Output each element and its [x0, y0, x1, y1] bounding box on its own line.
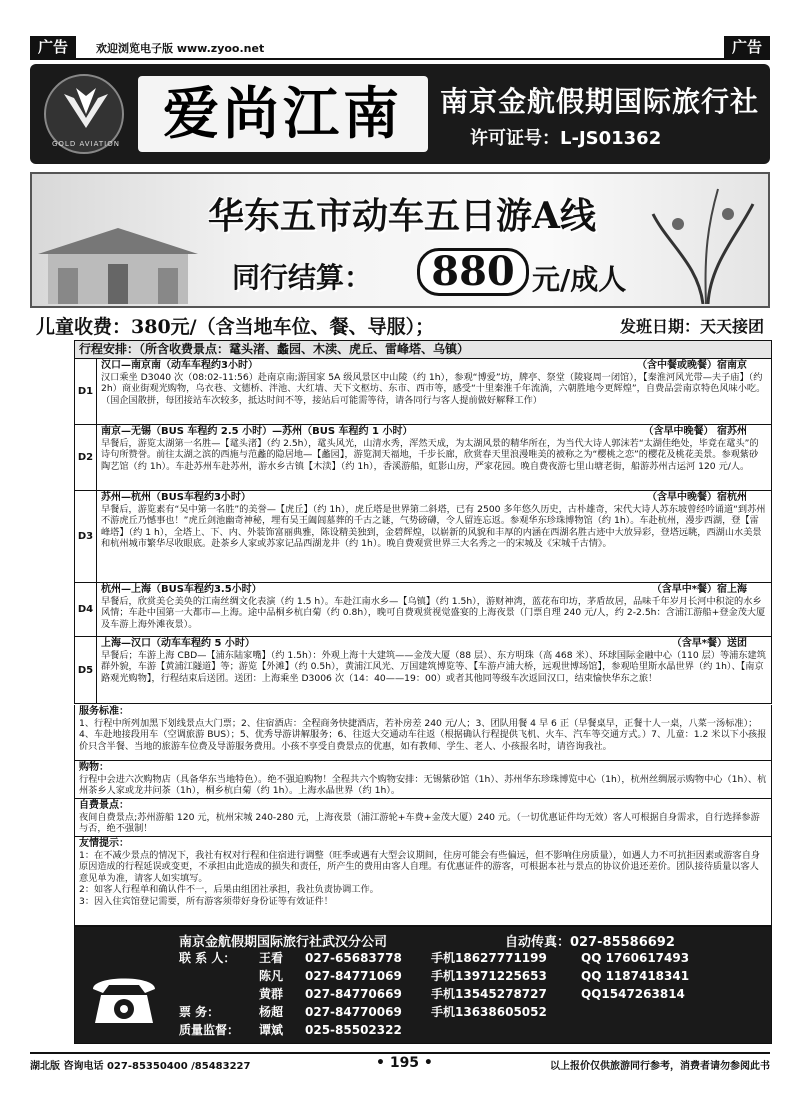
optional-header: 自费景点：: [79, 800, 129, 811]
tips-header: 友情提示：: [79, 838, 129, 849]
contact-mobile: 手机13545278727: [431, 987, 547, 1001]
contact-mobile: 手机13971225653: [431, 969, 547, 983]
day-meal: （含早中晚餐）宿杭州: [647, 492, 747, 503]
child-fee: 儿童收费：380元/（含当地车位、餐、导服）；: [36, 316, 435, 338]
contact-table: [179, 949, 769, 1039]
contact-phone: 025-85502322: [305, 1023, 402, 1037]
itinerary-header: 行程安排：（所含收费景点：鼋头渚、蠡园、木渎、虎丘、雷峰塔、乌镇）: [75, 341, 771, 359]
top-bar: [30, 36, 770, 60]
company-logo: [44, 74, 124, 154]
day-row: [75, 359, 771, 425]
tip-item: 3：因入住宾馆登记需要，所有游客须带好身份证等有效证件！: [79, 895, 333, 907]
wings-icon: [56, 84, 116, 130]
service-standards: [74, 705, 772, 761]
departure-date: 发班日期：天天接团: [619, 317, 764, 336]
day-body: [97, 637, 771, 703]
auto-fax: 自动传真：027-85586692: [505, 935, 675, 950]
day-label: D3: [75, 491, 97, 582]
orchid-illustration-icon: [648, 184, 758, 304]
day-title: 汉口—南京南（动车车程约3小时）: [101, 360, 258, 371]
day-label: D4: [75, 583, 97, 636]
price-value: 880: [417, 248, 529, 296]
day-label: D5: [75, 637, 97, 703]
optional-section: [74, 799, 772, 837]
contact-panel: [74, 926, 772, 1044]
contact-row: [179, 1021, 769, 1039]
shopping-body: 行程中会进六次购物店（具备华东当地特色）。绝不强迫购物！全程共六个购物安排：无锡紫砂馆（1h）、苏州华东珍珠博览中心（1h），杭州丝绸展示购物中心（1h）、杭州茶乡人家或龙井问茶（1h），桐乡杭白菊（约 1h）。上海水晶世界（约 1h）。: [79, 773, 767, 797]
day-title: 杭州—上海（BUS车程约3.5小时）: [101, 584, 262, 595]
contact-role: 质量监督：: [179, 1023, 240, 1037]
child-fee-row: [36, 312, 772, 338]
footer-disclaimer: 以上报价仅供旅游同行参考，消费者请勿参阅此书: [550, 1061, 770, 1072]
contact-row: [179, 949, 769, 967]
day-description: 早餐后，游览太湖第一名胜—【鼋头渚】（约 2.5h），鼋头风光，山清水秀，浑然天成，为太湖风景的精华所在，为当代大诗人郭沫若“太湖佳绝处，毕竟在鼋头”的诗句所赞誉。前往太湖之滨的西施与范蠡的隐居地—【蠡园】，游览洞天福地，千步长廊，欣赏春天里浪漫唯美的被称之为“樱桃之恋”的樱花及桃花美景。参观紫砂陶艺馆（约 1h）。车赴苏州车赴苏州，游水乡古镇【木渎】（约 1h），香溪游船，虹影山房，严家花园。晚自费夜游七里山塘老街，船游苏州古运河 120 元/人。: [101, 437, 759, 472]
day-meal: （含早中*餐）宿上海: [651, 584, 747, 595]
tips-section: [74, 837, 772, 926]
contact-role: 票 务：: [179, 1005, 220, 1019]
contact-mobile: [431, 1021, 581, 1039]
contact-qq: [581, 1003, 721, 1021]
contact-phone: 027-84770669: [305, 987, 402, 1001]
day-row: [75, 637, 771, 703]
service-header: 服务标准：: [79, 706, 129, 717]
contact-name: 陈凡: [259, 969, 284, 983]
day-description: 早餐后；车游上海 CBD—【浦东陆家嘴】（约 1.5h）：外观上海十大建筑——金茂大厦（88 层）、东方明珠（高 468 米）、环球国际金融中心（110 层）等浦东建筑群外貌，车游【黄浦江隧道】等；游览【外滩】（约 0.5h），黄浦江风光、万国建筑博览等、【车游卢浦大桥，远观世博场馆】，参观哈里斯水晶世界（约 1h）、【南京路观光购物】，行程结束后送团。送团：上海乘坐 D3006 次（14：40——19：00）或者其他同等级车次返回汉口，结束愉快华东之旅！: [101, 649, 766, 684]
contact-role: [179, 967, 259, 985]
service-body: 1、行程中所列加黑下划线景点大门票；2、住宿酒店：全程商务快捷酒店，若补房差 240 元/人；3、团队用餐 4 早 6 正（早餐桌早，正餐十人一桌，八菜一汤标准）；4、车赴地接段用车（空调旅游 BUS）；5、优秀导游讲解服务；6、往返大交通动车往返（根据确认行程提供飞机、火车、汽车等交通方式。）7、儿童：1.2 米以下小孩报价只含半餐、当地的旅游车位费及导游服务费用。小孩不享受自费景点的优惠，如有教师、学生、老人、小孩报名时，请咨询我社。: [79, 717, 767, 752]
optional-body: 夜间自费景点;苏州游船 120 元，杭州宋城 240-280 元，上海夜景（浦江游轮+车费+金茂大厦）240 元。（一切优惠证件均无效）客人可根据自身需求，自行选择参游与否，绝不强制！: [79, 811, 760, 835]
day-body: [97, 359, 771, 424]
contact-mobile: 手机18627771199: [431, 951, 547, 965]
welcome-text: 欢迎浏览电子版 www.zyoo.net: [96, 42, 265, 55]
day-row: [75, 491, 771, 583]
day-meal: （含早中晚餐） 宿苏州: [643, 426, 747, 437]
day-description: 汉口乘坐 D3040 次（08:02-11:56）赴南京南;游国家 5A 级风景区中山陵（约 1h），参观“博爱”坊，牌亭、祭堂（陵寝周一闭馆），【秦淮河风光带—夫子庙】（约 2h）商业街观光购物，乌衣巷、文德桥、泮池、大红墙、天下文枢坊、东市、西市等，感受“十里秦淮千年流淌，六朝胜地今更辉煌”，自费品尝南京特色风味小吃。（国企国散拼，每团接站车次较多，抵达时间不等，接站后可能需等待，请各同行与客人提前做好解释工作）: [101, 371, 766, 406]
day-title: 南京—无锡（BUS 车程约 2.5 小时）—苏州（BUS 车程约 1 小时）: [101, 426, 413, 437]
license-number: 许可证号：L-JS01362: [470, 128, 662, 149]
contact-mobile: 手机13638605052: [431, 1005, 547, 1019]
tip-item: 1：在不减少景点的情况下，我社有权对行程和住宿进行调整（旺季或遇有大型会议期间，住房可能会有些偏远，但不影响住房质量），如遇人力不可抗拒因素或游客自身原因造成的行程延误或变更，不承担由此造成的损失和责任，所产生的费用由客人自理。有优惠证件的游客，可根据本社与景点的协议价退还差价。团队接待质量以客人意见单为准，请客人如实填写。: [79, 849, 761, 884]
contact-role: 联 系 人：: [179, 951, 236, 965]
day-row: [75, 583, 771, 637]
page-footer: [30, 1052, 770, 1072]
contact-row: [179, 985, 769, 1003]
brand-name: 爱尚江南: [138, 76, 428, 152]
telephone-icon: [87, 967, 161, 1027]
page-number: • 195 •: [376, 1055, 433, 1071]
shopping-header: 购物：: [79, 762, 109, 773]
company-name: 南京金航假期国际旅行社: [440, 85, 760, 118]
promo-panel: [30, 172, 770, 308]
price-unit: 元/成人: [532, 263, 627, 296]
branch-company: 南京金航假期国际旅行社武汉分公司: [179, 935, 388, 950]
peer-settlement-label: 同行结算：: [232, 261, 373, 294]
day-description: 早餐后，游览素有“吴中第一名胜”的美誉—【虎丘】（约 1h），虎丘塔是世界第二斜塔，已有 2500 多年悠久历史，古朴雄奇，宋代大诗人苏东坡曾经吟诵道“到苏州不游虎丘乃憾事也！”虎丘剑池幽奇神秘，埋有吴王阖闾墓葬的千古之谜，气势磅礴，令人留连忘返。参观华东珍珠博物馆（约 1h）。车赴杭州，漫步西湖，登【雷峰塔】（约 1 h），全塔上、下、内、外装饰富丽典雅，陈设精美独到，金碧辉煌，以崭新的风貌和丰厚的内涵在西湖名胜古迹中大放异彩，登塔远眺，西湖山水美景和杭州城市繁华尽收眼底。赴茶乡人家或苏家记品西湖龙井（约 1h）。晚自费观赏世界三大名秀之一的宋城及《宋城千古情》。: [101, 503, 766, 550]
contact-phone: 027-84771069: [305, 969, 402, 983]
day-label: D2: [75, 425, 97, 490]
day-row: [75, 425, 771, 491]
contact-qq: QQ1547263814: [581, 987, 685, 1001]
contact-row: [179, 967, 769, 985]
day-body: [97, 583, 771, 636]
day-title: 苏州—杭州（BUS车程约3小时）: [101, 492, 251, 503]
shopping-section: [74, 761, 772, 799]
day-meal: （含早*餐）送团: [671, 638, 747, 649]
day-title: 上海—汉口（动车车程约 5 小时）: [101, 638, 255, 649]
contact-name: 杨超: [259, 1005, 284, 1019]
day-body: [97, 491, 771, 582]
day-body: [97, 425, 771, 490]
ad-label-right: 广告: [724, 36, 770, 58]
promo-title: 华东五市动车五日游A线: [208, 195, 596, 237]
contact-row: [179, 1003, 769, 1021]
brand-banner: [30, 64, 770, 164]
contact-qq: QQ 1187418341: [581, 969, 690, 983]
contact-phone: 027-84770069: [305, 1005, 402, 1019]
day-meal: （含中餐或晚餐）宿南京: [637, 360, 747, 371]
contact-qq: QQ 1760617493: [581, 951, 690, 965]
contact-name: 王看: [259, 951, 284, 965]
ad-label-left: 广告: [30, 36, 76, 58]
itinerary-table: [74, 340, 772, 704]
day-label: D1: [75, 359, 97, 424]
contact-phone: 027-65683778: [305, 951, 402, 965]
contact-name: 谭斌: [259, 1023, 284, 1037]
contact-role: [179, 985, 259, 1003]
tip-item: 2：如客人行程单和确认件不一，后果由组团社承担，我社负责协调工作。: [79, 884, 379, 896]
day-description: 早餐后，欣赏美仑美奂的江南丝绸文化表演（约 1.5 h）。车赴江南水乡—【乌镇】（约 1.5h），游财神湾，蓝花布印坊，茅盾故居，品味千年岁月长河中积淀的水乡风情；车赴中国第一大都市—上海。途中品桐乡杭白菊（约 0.8h），晚可自费观赏视觉盛宴的上海夜景（门票自理 240 元/人，约 2-2.5h：含浦江游船+登金茂大厦及车游上海外滩夜景）。: [101, 595, 766, 630]
contact-name: 黄群: [259, 987, 284, 1001]
logo-text: GOLD AVIATION: [52, 140, 120, 148]
contact-qq: [581, 1021, 721, 1039]
footer-hotline: 湖北版 咨询电话 027-85350400 /85483227: [30, 1061, 251, 1072]
